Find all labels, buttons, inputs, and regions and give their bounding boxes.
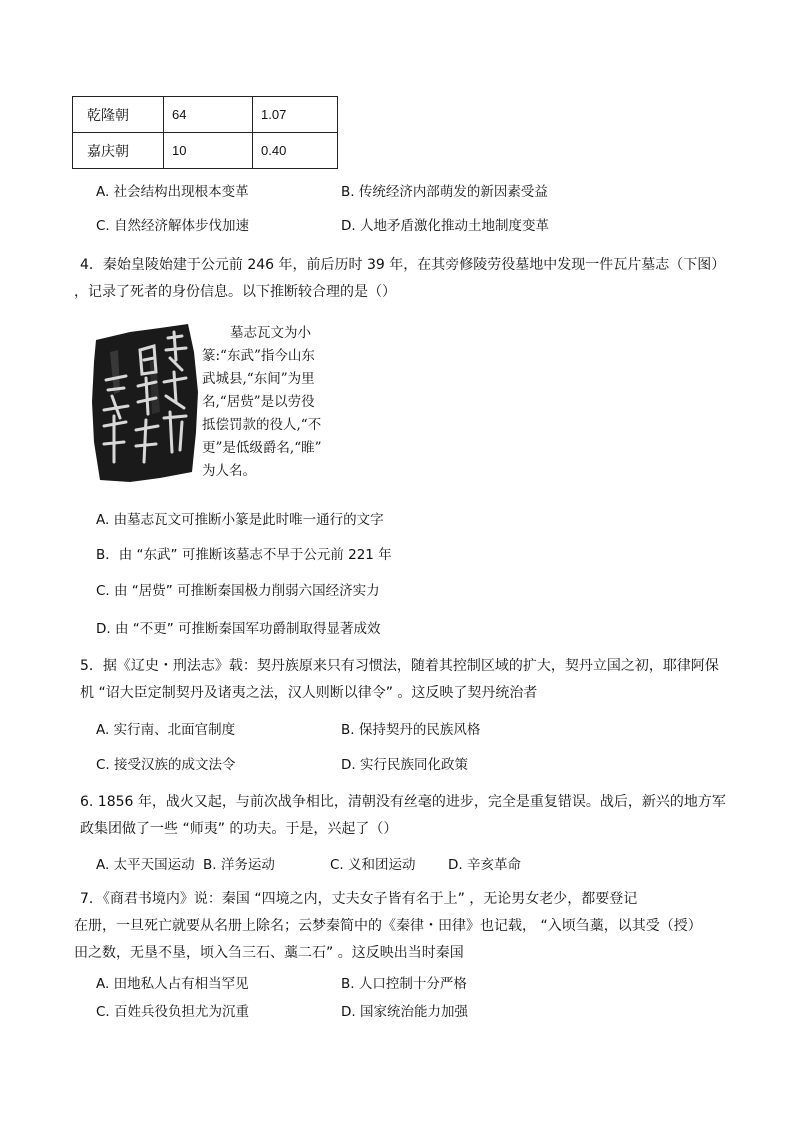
q4-stem-line2: ，记录了死者的身份信息。以下推断较合理的是（） [74, 284, 396, 300]
table-cell: 1.07 [253, 97, 338, 133]
caption-line: 为人名。 [202, 463, 256, 479]
q7-option-d: D. 国家统治能力加强 [341, 1004, 468, 1020]
q4-option-d: D. 由 “不更” 可推断秦国军功爵制取得显著成效 [96, 621, 381, 637]
q4-option-a: A. 由墓志瓦文可推断小篆是此时唯一通行的文字 [96, 512, 384, 528]
q6-stem-line2: 政集团做了一些 “师夷” 的功夫。于是，兴起了（） [80, 821, 398, 837]
q6-option-d: D. 辛亥革命 [448, 857, 521, 873]
q7-option-b: B. 人口控制十分严格 [341, 976, 467, 992]
q3-option-a: A. 社会结构出现根本变革 [96, 184, 249, 200]
tile-caption [202, 322, 362, 483]
table-cell: 0.40 [253, 133, 338, 169]
q7-stem-line2: 在册，一旦死亡就要从名册上除名；云梦秦简中的《秦律・田律》也记载， “入顷刍藁，以其受（授） [74, 918, 702, 934]
table-row [73, 97, 338, 133]
q6-stem-line1: 6. 1856 年，战火又起，与前次战争相比，清朝没有丝毫的进步，完全是重复错误。战后，新兴的地方军 [80, 794, 726, 810]
q5-stem-line2: 机 “诏大臣定制契丹及诸夷之法，汉人则断以律令” 。这反映了契丹统治者 [80, 685, 538, 701]
table-row [73, 133, 338, 169]
caption-line: 抵偿罚款的役人,“不 [202, 417, 322, 433]
q4-option-c: C. 由 “居赀” 可推断秦国极力削弱六国经济实力 [96, 583, 380, 599]
q3-option-c: C. 自然经济解体步伐加速 [96, 218, 250, 234]
caption-line: 墓志瓦文为小 [230, 325, 311, 341]
q7-option-c: C. 百姓兵役负担尤为沉重 [96, 1004, 250, 1020]
q7-stem-line3: 田之数，无垦不垦，顷入刍三石、藁二石” 。这反映出当时秦国 [74, 945, 464, 961]
q5-stem-line1: 5．据《辽史・刑法志》载：契丹族原来只有习惯法，随着其控制区域的扩大，契丹立国之初，耶律阿保 [80, 658, 719, 674]
q3-option-d: D. 人地矛盾激化推动土地制度变革 [341, 218, 549, 234]
table-cell: 乾隆朝 [73, 97, 164, 133]
q3-option-b: B. 传统经济内部萌发的新因素受益 [341, 184, 548, 200]
q4-stem-line1: 4．秦始皇陵始建于公元前 246 年，前后历时 39 年，在其旁修陵劳役墓地中发现一件瓦片墓志（下图） [80, 257, 726, 273]
table-cell: 10 [164, 133, 253, 169]
caption-line: 武城县,“东间”为里 [202, 371, 315, 387]
q5-option-b: B. 保持契丹的民族风格 [341, 722, 481, 738]
caption-line: 篆:“东武”指今山东 [202, 348, 315, 364]
caption-line: 名,“居赀”是以劳役 [202, 394, 315, 410]
q7-option-a: A. 田地私人占有相当罕见 [96, 976, 249, 992]
tile-inscription-rubbing [90, 322, 200, 484]
table-cell: 嘉庆朝 [73, 133, 164, 169]
table-cell: 64 [164, 97, 253, 133]
q5-option-d: D. 实行民族同化政策 [341, 757, 468, 773]
q4-option-b: B．由 “东武” 可推断该墓志不早于公元前 221 年 [96, 547, 392, 563]
q7-stem-line1: 7．《商君书境内》说：秦国 “四境之内，丈夫女子皆有名于上” ，无论男女老少，都要登记 [80, 891, 638, 907]
q5-option-a: A. 实行南、北面官制度 [96, 722, 236, 738]
caption-line: 更”是低级爵名,“睢” [202, 440, 322, 456]
q5-option-c: C. 接受汉族的成文法令 [96, 757, 236, 773]
q6-option-a: A. 太平天国运动 [96, 857, 195, 873]
q6-option-b: B. 洋务运动 [203, 857, 275, 873]
q6-option-c: C. 义和团运动 [330, 857, 416, 873]
data-table [72, 96, 338, 169]
